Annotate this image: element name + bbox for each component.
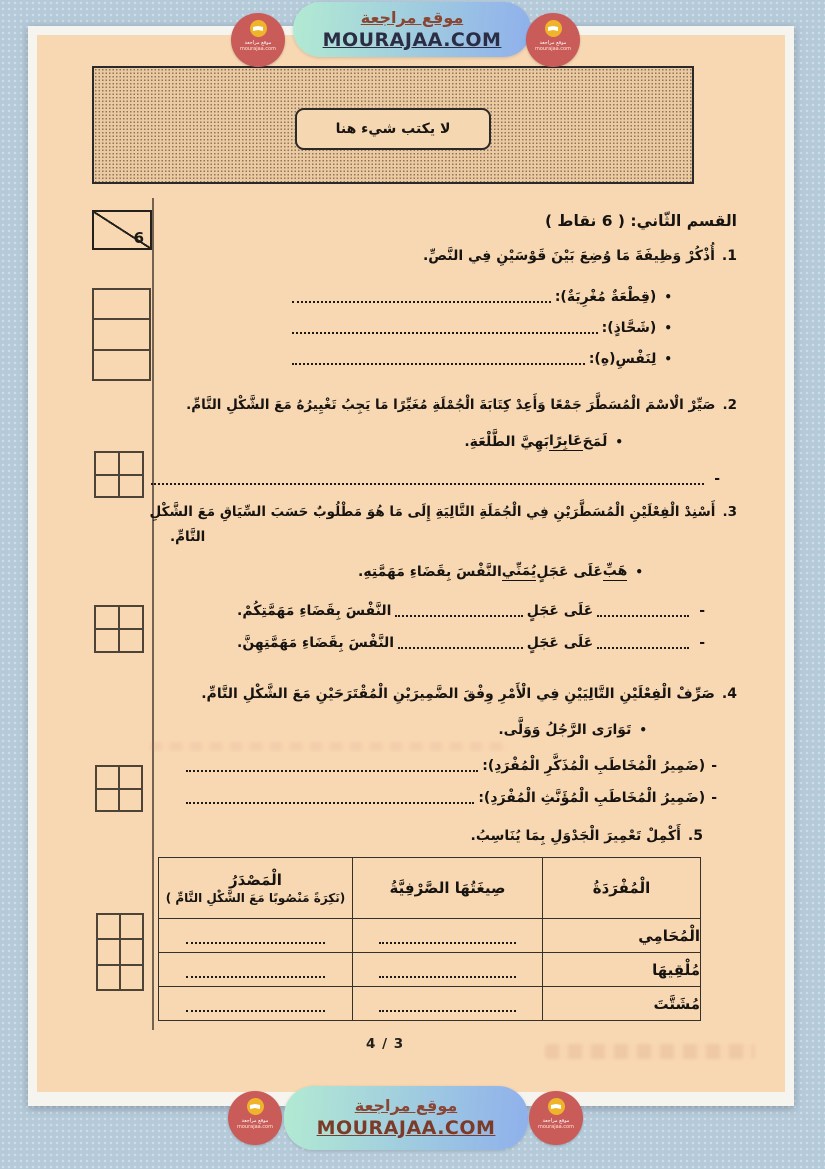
q3-example-underlined1: هَبِّ [602, 563, 628, 579]
q1-item-label: لِنَفْسِ(هِ): [588, 351, 657, 367]
answer-dotted-line [292, 301, 551, 303]
question-3-text-line2: التَّامِّ. [170, 529, 206, 545]
dash-marker: - [711, 758, 717, 774]
answer-dotted-line [151, 483, 704, 485]
answer-dotted-line [292, 332, 598, 334]
question-1-number: 1. [721, 248, 737, 264]
answer-dotted-line [186, 770, 478, 772]
answer-dotted-line [186, 942, 325, 944]
answer-dotted-line [597, 647, 689, 649]
q4-answer-row [182, 755, 717, 777]
dash-marker: - [711, 790, 717, 806]
bullet-icon: • [664, 290, 672, 304]
question-5-text: أَكْمِلْ تَعْمِيرَ الْجَدْوَلِ بِمَا يُنَاسِبُ. [470, 828, 681, 844]
q3-example-underlined2: يُمَنِّي [501, 563, 537, 579]
q4-item-label: (ضَمِيرُ الْمُخَاطَبِ الْمُذَكَّرِ الْمُفْرَدِ): [482, 758, 706, 774]
table-header-form: صِيغَتُهَا الصَّرْفِيَّةُ [353, 858, 543, 919]
bleed-through-artifact [150, 742, 510, 751]
dash-marker: - [699, 603, 705, 619]
q3-example-middle: عَلَى عَجَلٍ [536, 564, 603, 580]
margin-rule-line [152, 198, 154, 1030]
q2-example-pre: لَمَحَ [582, 434, 608, 450]
answer-dotted-line [292, 363, 585, 365]
q3-answer-middle: عَلَى عَجَلٍ [526, 603, 594, 619]
answer-dotted-line [186, 1010, 325, 1012]
score-grid-q3 [94, 605, 144, 653]
question-3-text-line1: أَسْنِدْ الْفِعْلَيْنِ الْمُسَطَّرَيْنِ فِي الْجُمَلَةِ التَّالِيَةِ إِلَى مَا هُوَ مَطْلُوبٌ حَسَبَ السِّيَاقِ مَعَ الشَّكْلِ [149, 504, 716, 520]
book-icon [548, 1098, 565, 1115]
q3-answer-row [237, 600, 705, 622]
question-5-number: 5. [687, 828, 703, 844]
q2-example-post: بَهِيَّ الطَّلْعَةِ. [464, 434, 549, 450]
table-cell-blank [159, 919, 353, 953]
q2-example-underlined: عَابِرًا [549, 433, 583, 449]
question-4 [201, 686, 737, 702]
table-cell-word: مُلْقِيهَا [543, 953, 701, 987]
q1-item-label: (قِطْعَةٌ مُغْرِيَةٌ): [554, 289, 657, 305]
question-4-text: صَرِّفْ الْفِعْلَيْنِ التَّالِيَيْنِ فِي الْأَمْرِ وِفْقَ الضَّمِيرَيْنِ الْمُقْتَرَحَيْنِ مَعَ الشَّكْلِ التَّامِّ. [201, 686, 715, 702]
site-name-arabic: موقع مراجعة [354, 1096, 458, 1115]
q2-answer-row [147, 468, 720, 490]
answer-dotted-line [597, 615, 689, 617]
mourajaa-logo: موقع مراجعة mourajaa.com [529, 1091, 583, 1145]
table-row [159, 919, 701, 953]
question-4-number: 4. [721, 686, 737, 702]
question-3 [150, 504, 737, 520]
question-2-number: 2. [722, 397, 737, 413]
question-2-text: صَيِّرْ الْاسْمَ الْمُسَطَّرَ جَمْعًا وَأَعِدْ كِتَابَةَ الْجُمْلَةِ مُغَيِّرًا مَا يَجِبُ تَغْيِيرُهُ مَعَ الشَّكْلِ التَّامِّ. [186, 397, 716, 413]
footer-site-banner[interactable] [284, 1086, 528, 1150]
table-cell-blank [159, 987, 353, 1021]
table-header-masdar-line2: (نَكِرَةً مَنْصُوبًا مَعَ الشَّكْلِ التَّامِّ ) [165, 891, 346, 905]
q4-answer-row [182, 787, 717, 809]
dash-marker: - [699, 635, 705, 651]
q3-answer-end: النَّفْسَ بِقَضَاءِ مَهَمَّتِهِنَّ. [237, 635, 395, 651]
answer-dotted-line [379, 942, 515, 944]
q4-example-text: تَوَارَى الرَّجُلُ وَوَلَّى. [498, 722, 632, 738]
page-number: 4 / 3 [366, 1036, 405, 1052]
do-not-write-zone [92, 66, 694, 184]
q3-answer-middle: عَلَى عَجَلٍ [526, 635, 594, 651]
bullet-icon: • [664, 352, 672, 366]
q1-item-label: (شَحَّاذٍ): [601, 320, 657, 336]
bleed-through-artifact [545, 1044, 755, 1059]
answer-dotted-line [379, 976, 515, 978]
q2-example-row [464, 431, 623, 453]
site-domain: MOURAJAA.COM [316, 1117, 496, 1139]
bullet-icon: • [635, 565, 643, 579]
site-name-arabic: موقع مراجعة [360, 8, 464, 27]
q3-answer-row [237, 632, 705, 654]
q1-item-row [288, 317, 672, 339]
q3-answer-end: النَّفْسَ بِقَضَاءِ مَهَمَّتِكُمْ. [237, 603, 392, 619]
answer-dotted-line [395, 615, 522, 617]
bullet-icon: • [615, 435, 623, 449]
mourajaa-logo: موقع مراجعة mourajaa.com [231, 13, 285, 67]
q4-item-label: (ضَمِيرُ الْمُخَاطَبِ الْمُؤَنَّثِ الْمُفْرَدِ): [478, 790, 706, 806]
answer-dotted-line [186, 976, 325, 978]
table-cell-word: مُشَتَّتَ [543, 987, 701, 1021]
mourajaa-logo: موقع مراجعة mourajaa.com [228, 1091, 282, 1145]
question-1 [423, 248, 737, 264]
q1-item-row [288, 286, 672, 308]
table-cell-blank [353, 919, 543, 953]
site-domain: MOURAJAA.COM [322, 29, 502, 51]
table-header-masdar-line1: الْمَصْدَرُ [229, 871, 282, 889]
book-icon [247, 1098, 264, 1115]
total-score: 6 [133, 229, 144, 247]
table-row [159, 953, 701, 987]
section-title: القسم الثّاني: ( 6 نقاط ) [544, 212, 737, 230]
score-box-total [92, 210, 152, 250]
morphology-table [158, 857, 701, 1021]
table-cell-blank [159, 953, 353, 987]
table-header-word: الْمُفْرَدَةُ [543, 858, 701, 919]
table-row [159, 987, 701, 1021]
score-grid-q2 [94, 451, 144, 498]
do-not-write-label: لا يكتب شيء هنا [295, 108, 491, 150]
answer-dotted-line [186, 802, 474, 804]
bullet-icon: • [639, 723, 647, 737]
q3-example-post: النَّفْسَ بِقَضَاءِ مَهَمَّتِهِ. [358, 564, 502, 580]
table-cell-blank [353, 953, 543, 987]
score-grid-q4 [95, 765, 143, 812]
question-5 [471, 828, 703, 844]
table-header-masdar [159, 858, 353, 919]
table-cell-word: الْمُحَامِي [543, 919, 701, 953]
header-site-banner[interactable] [293, 2, 531, 57]
bullet-icon: • [664, 321, 672, 335]
book-icon [250, 20, 267, 37]
q4-example-row [498, 719, 647, 741]
dash-marker: - [714, 471, 720, 487]
question-1-text: أُذْكُرْ وَظِيفَةَ مَا وُضِعَ بَيْنَ قَوْسَيْنِ فِي النَّصِّ. [422, 248, 715, 264]
book-icon [545, 20, 562, 37]
answer-dotted-line [379, 1010, 515, 1012]
q3-example-row [358, 561, 643, 583]
mourajaa-logo: موقع مراجعة mourajaa.com [526, 13, 580, 67]
score-grid-q5 [96, 913, 144, 991]
answer-dotted-line [398, 647, 523, 649]
question-3-number: 3. [722, 504, 737, 520]
q1-item-row [288, 348, 672, 370]
question-2 [186, 397, 737, 413]
score-grid-q1 [92, 288, 151, 381]
table-cell-blank [353, 987, 543, 1021]
